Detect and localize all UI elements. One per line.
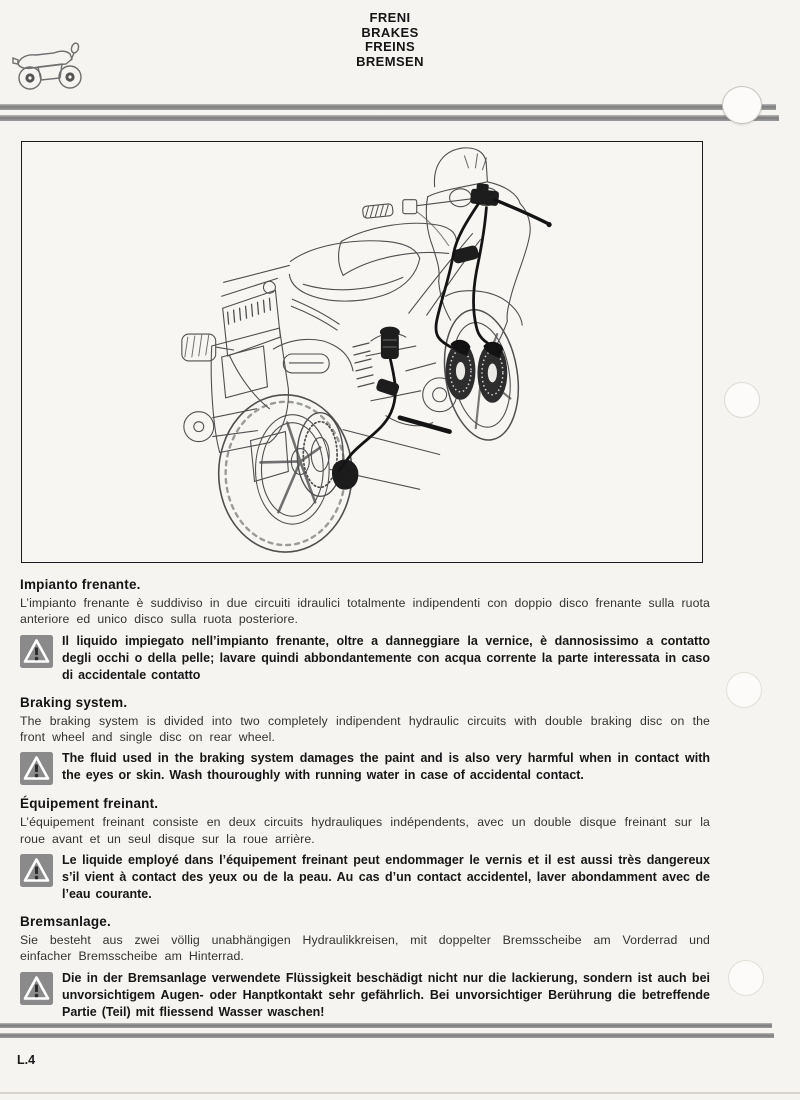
title-german: BREMSEN <box>356 53 424 69</box>
section-english <box>20 695 710 786</box>
title-italian: FRENI <box>369 10 411 25</box>
warning-text: Die in der Bremsanlage verwendete Flüssigkeit beschädigt nicht nur die lackierung, sondern ist auch bei unvorsichtigem Augen- oder Hanptkontakt sehr gefährlich. Bei unvorsichtiger Berührung die betreffende Partie (Teil) mit fliessend Wasser waschen! <box>62 970 710 1019</box>
warning-icon <box>20 635 53 668</box>
binder-hole <box>728 960 764 996</box>
section-heading: Équipement freinant. <box>20 796 159 812</box>
title-french: FREINS <box>364 39 416 55</box>
section-german <box>20 914 710 1021</box>
bottom-stripe-1 <box>0 1023 772 1028</box>
page-title-block <box>0 11 780 69</box>
warning-icon <box>20 854 53 887</box>
text-column <box>20 577 710 1031</box>
page-number: L.4 <box>17 1053 36 1067</box>
warning-text: The fluid used in the braking system damages the paint and is also very harmful when in contact with the eyes or skin. Wash thouroughly with running water in case of accidental contact. <box>62 751 710 783</box>
title-english: BRAKES <box>361 24 419 40</box>
warning-icon <box>20 972 53 1005</box>
warning-text: Le liquide employé dans l’équipement freinant peut endommager le vernis et il est aussi très dangereux s’il vient à contact des yeux ou de la peau. Au cas d’un contact accidentel, laver abondamment avec de l’eau courante. <box>62 853 710 901</box>
warning-block <box>20 750 710 785</box>
binder-hole <box>726 672 762 708</box>
section-french <box>20 796 710 903</box>
bottom-stripe-2 <box>0 1033 774 1038</box>
page-bottom-edge <box>0 1092 800 1094</box>
section-body: L’impianto frenante è suddiviso in due circuiti idraulici totalmente indipendenti con doppio disco frenante sulla ruota anteriore ed unico disco sulla ruota posteriore. <box>20 596 710 627</box>
top-stripe-1 <box>0 104 776 110</box>
figure-frame <box>21 141 703 563</box>
warning-icon <box>20 752 53 785</box>
warning-text: Il liquido impiegato nell’impianto frenante, oltre a danneggiare la vernice, è dannosissimo a contatto degli occhi o della pelle; lavare quindi abbondantemente con acqua corrente la parte interessata in caso di accidentale contatto <box>62 633 710 682</box>
section-body: The braking system is divided into two completely indipendent hydraulic circuits with double braking disc on the front wheel and single disc on rear wheel. <box>20 713 710 744</box>
warning-block <box>20 633 710 684</box>
section-body: L’équipement freinant consiste en deux circuits hydrauliques indépendents, avec un double disque freinant sur la roue avant et un seul disque sur la roue arrière. <box>20 815 710 846</box>
section-heading: Braking system. <box>20 694 128 710</box>
warning-block <box>20 852 710 903</box>
warning-block <box>20 970 710 1021</box>
binder-hole <box>722 86 762 124</box>
section-heading: Impianto frenante. <box>20 577 141 592</box>
section-heading: Bremsanlage. <box>20 913 111 929</box>
binder-hole <box>724 382 760 418</box>
top-stripe-2 <box>0 115 779 121</box>
motorcycle-illustration <box>22 142 702 562</box>
section-italian <box>20 577 710 684</box>
section-body: Sie besteht aus zwei völlig unabhängigen Hydraulikkreisen, mit doppelter Bremsscheibe am Vorderrad und einfacher Bremsscheibe am Hinterrad. <box>20 932 710 964</box>
